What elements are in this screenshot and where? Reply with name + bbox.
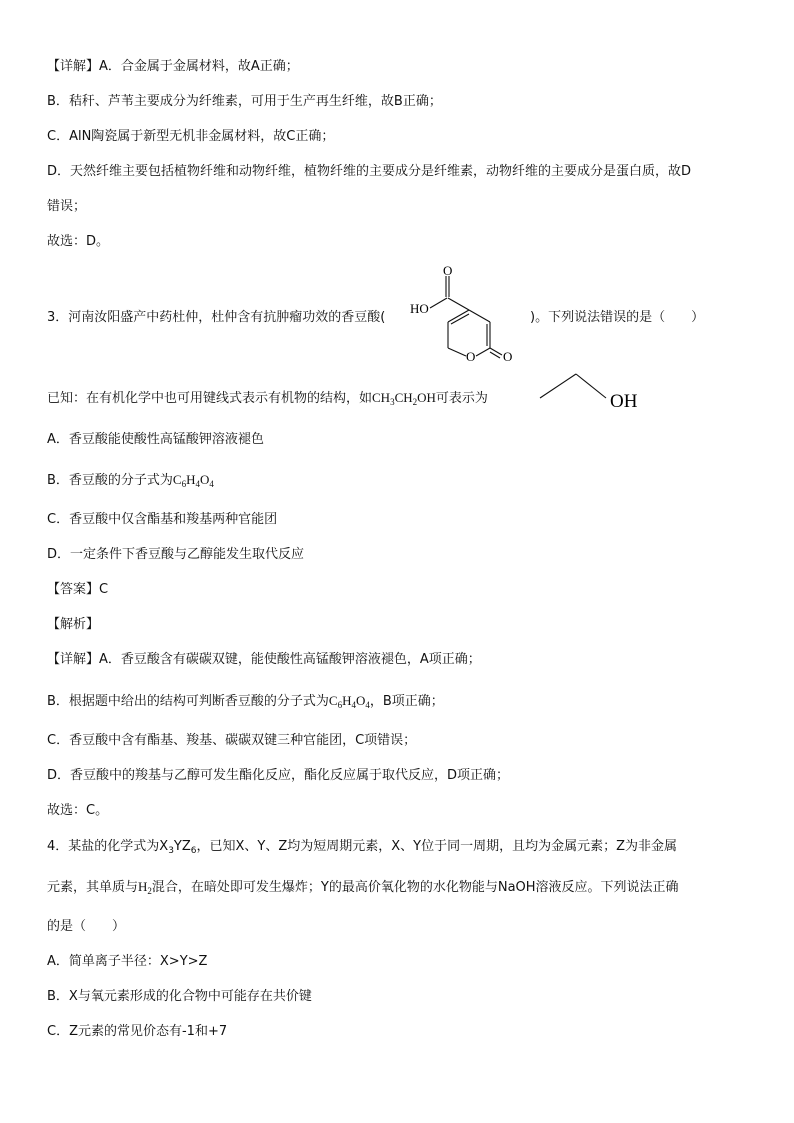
structure-top-o: O (443, 263, 453, 278)
q3-answer: 【答案】C (47, 582, 109, 597)
q4-option-a: A．简单离子半径：X>Y>Z (47, 954, 208, 969)
detail-2-a: 【详解】A．合金属于金属材料，故A正确； (47, 59, 299, 74)
q4-option-b: B．X与氧元素形成的化合物中可能存在共价键 (47, 989, 312, 1004)
q3-analysis: 【解析】 (47, 617, 100, 632)
molecular-formula: $C_6H_4O_4$ (172, 472, 214, 489)
q3-stem-right: )。下列说法错误的是（ ） (530, 310, 705, 325)
q3-option-a: A．香豆酸能使酸性高锰酸钾溶液褪色 (47, 432, 264, 447)
q3-stem-left: 3．河南汝阳盛产中药杜仲，杜仲含有抗肿瘤功效的香豆酸( (47, 310, 386, 325)
detail-2-d-line2: 错误； (47, 199, 87, 214)
detail-molecular-formula: $C_6H_4O_4$ (328, 693, 370, 710)
structure-keto-o: O (503, 349, 513, 364)
coumalic-acid-structure (404, 262, 534, 372)
detail-2-choice: 故选：D。 (47, 234, 110, 249)
q3-detail-c: C．香豆酸中含有酯基、羧基、碳碳双键三种官能团，C项错误； (47, 733, 417, 748)
q3-option-d: D．一定条件下香豆酸与乙醇能发生取代反应 (47, 547, 305, 562)
q3-option-b: B．香豆酸的分子式为$C_6H_4O_4$ (47, 472, 214, 489)
detail-2-d-line1: D．天然纤维主要包括植物纤维和动物纤维，植物纤维的主要成分是纤维素，动物纤维的主要成分是蛋白质，故D (47, 164, 692, 179)
q3-known-tail: 可表示为 (435, 391, 488, 406)
q4-option-c: C．Z元素的常见价态有-1和+7 (47, 1024, 228, 1039)
q3-detail-a: 【详解】A．香豆酸含有碳碳双键，能使酸性高锰酸钾溶液褪色，A项正确； (47, 652, 481, 667)
q4-stem-line2: 元素，其单质与$H_2$混合，在暗处即可发生爆炸；Y的最高价氧化物的水化物能与NaOH溶液反应。下列说法正确 (47, 879, 679, 896)
detail-2-b: B．秸秆、芦苇主要成分为纤维素，可用于生产再生纤维，故B正确； (47, 94, 442, 109)
structure-ring-o: O (466, 349, 476, 364)
q3-known-text: 已知：在有机化学中也可用键线式表示有机物的结构，如 (47, 391, 373, 406)
ethanol-skeletal (540, 370, 650, 415)
q3-detail-d: D．香豆酸中的羧基与乙醇可发生酯化反应，酯化反应属于取代反应，D项正确； (47, 768, 510, 783)
ethanol-oh-label: OH (610, 391, 638, 412)
q3-detail-b: B．根据题中给出的结构可判断香豆酸的分子式为$C_6H_4O_4$，B项正确； (47, 693, 444, 710)
q4-stem-line1: 4．某盐的化学式为$X_3YZ_6$，已知X、Y、Z均为短周期元素，X、Y位于同一周期，且均为金属元素；Z为非金属 (47, 839, 678, 856)
ethanol-formula: $CH_3CH_2OH$ (372, 390, 436, 407)
q3-option-c: C．香豆酸中仅含酯基和羧基两种官能团 (47, 512, 278, 527)
q4-stem-line3: 的是（ ） (47, 919, 126, 934)
structure-ho: HO (410, 301, 429, 316)
q3-choice: 故选：C。 (47, 803, 109, 818)
detail-2-c: C．AlN陶瓷属于新型无机非金属材料，故C正确； (47, 129, 335, 144)
